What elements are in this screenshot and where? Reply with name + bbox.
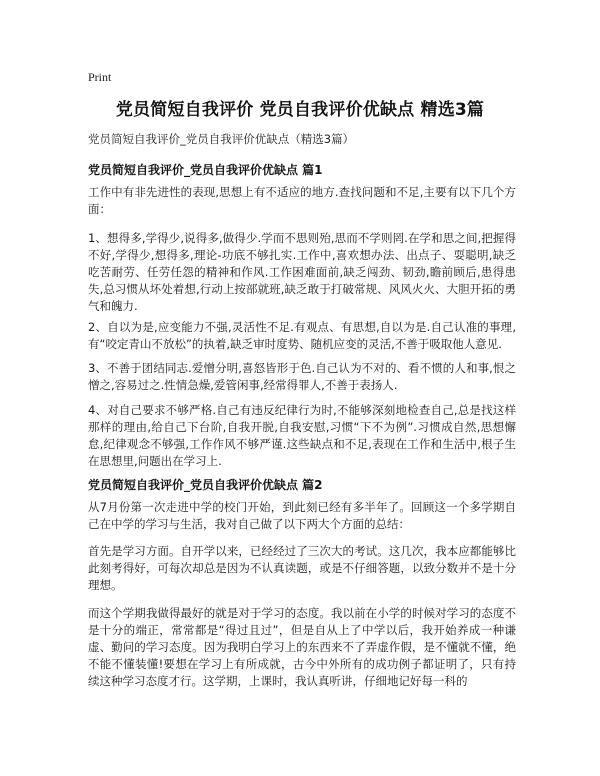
section2-paragraph-1: 从7月份第一次走进中学的校门开始，到此刻已经有多半年了。回顾这一个多学期自己在中学的学习与生活，我对自己做了以下两大个方面的总结： bbox=[88, 500, 516, 531]
section1-paragraph-3: 2、自以为是,应变能力不强,灵活性不足.有观点、有思想,自以为是.自己认准的事理,有“咬定青山不放松”的执着,缺乏审时度势、随机应变的灵活,不善于吸取他人意见. bbox=[88, 320, 516, 351]
print-label[interactable]: Print bbox=[88, 70, 112, 84]
section2-heading: 党员简短自我评价_党员自我评价优缺点 篇2 bbox=[88, 478, 323, 492]
section2-paragraph-2: 首先是学习方面。自开学以来，已经经过了三次大的考试。这几次，我本应都能够比此刻考得好，可每次却总是因为不认真读题，或是不仔细答题，以致分数并不是十分理想。 bbox=[88, 544, 516, 592]
page-title: 党员简短自我评价 党员自我评价优缺点 精选3篇 bbox=[115, 100, 485, 120]
section1-paragraph-2: 1、想得多,学得少,说得多,做得少.学而不思则殆,思而不学则罔.在学和思之间,把握得不好,学得少,想得多,理论-功底不够扎实.工作中,喜欢想办法、出点子、耍聪明,缺乏吃苦耐劳、任劳任怨的精神和作风.工作困难面前,缺乏闯劲、韧劲,瞻前顾后,患得患失,总习惯从坏处着想,行动上按部就班,缺乏敢于打破常规、风风火火、大胆开拓的勇气和魄力. bbox=[88, 231, 516, 313]
page-subtitle: 党员简短自我评价_党员自我评价优缺点（精选3篇） bbox=[88, 132, 355, 146]
section1-paragraph-5: 4、对自己要求不够严格.自己有违反纪律行为时,不能够深刻地检查自己,总是找这样那样的理由,给自己下台阶,自我开脱,自我安慰,习惯“下不为例”.习惯成自然,思想懈怠,纪律观念不够强,工作作风不够严谨.这些缺点和不足,表现在工作和生活中,根子生在思想里,问题出在学习上. bbox=[88, 403, 516, 468]
section2-paragraph-3: 而这个学期我做得最好的就是对于学习的态度。我以前在小学的时候对学习的态度不是十分的端正，常常都是“得过且过”，但是自从上了中学以后，我开始养成一种谦虚、勤问的学习态度。因为我明白学习上的东西来不了弄虚作假，是不懂就不懂，绝不能不懂装懂!要想在学习上有所成就，古今中外所有的成功例子都证明了，只有持续这种学习态度才行。这学期，上课时，我认真听讲，仔细地记好每一科的 bbox=[88, 606, 516, 688]
section1-paragraph-1: 工作中有非先进性的表现,思想上有不适应的地方.查找问题和不足,主要有以下几个方面： bbox=[88, 185, 516, 216]
section1-heading: 党员简短自我评价_党员自我评价优缺点 篇1 bbox=[88, 163, 323, 177]
section1-paragraph-4: 3、不善于团结同志.爱憎分明,喜怒皆形于色.自己认为不对的、看不惯的人和事,恨之憎之,容易过之.性情急燥,爱管闲事,经常得罪人,不善于表扬人. bbox=[88, 361, 516, 392]
